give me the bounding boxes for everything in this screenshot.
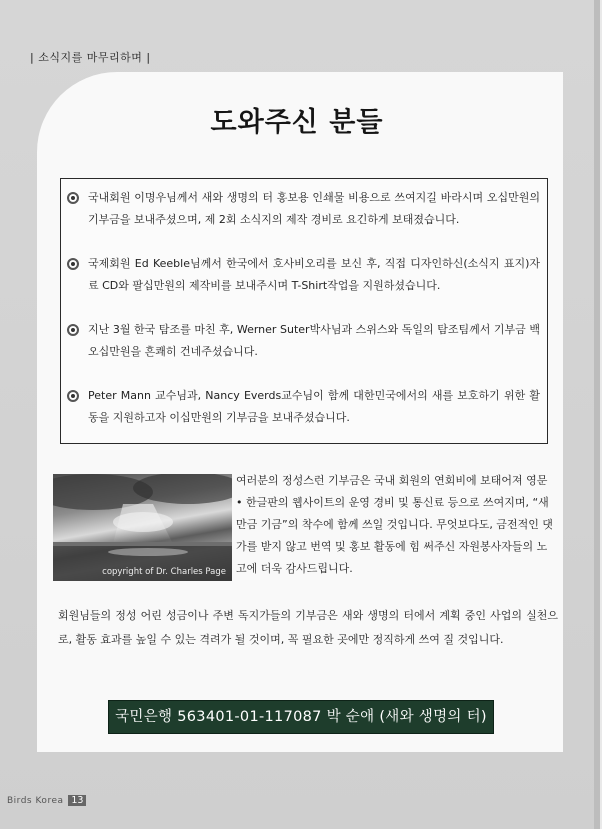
footer	[7, 795, 86, 806]
section-header: | 소식지를 마무리하며 |	[30, 51, 151, 64]
bullet-icon	[67, 258, 79, 270]
bullet-icon	[67, 390, 79, 402]
bullet-icon	[67, 324, 79, 336]
bullet-icon	[67, 192, 79, 204]
bank-account-box: 국민은행 563401-01-117087 박 순애 (새와 생명의 터)	[108, 700, 494, 734]
sky-photo	[53, 474, 232, 581]
notice-text: 국제회원 Ed Keeble님께서 한국에서 호사비오리를 보신 후, 직접 디자인하신(소식지 표지)자료 CD와 팔십만원의 제작비를 보내주시며 T-Shirt작업을 지원하셨습니다.	[88, 257, 540, 292]
cloud-light-image	[53, 474, 232, 581]
notice-text: 국내회원 이명우님께서 새와 생명의 터 홍보용 인쇄물 비용으로 쓰여지길 바라시며 오십만원의 기부금을 보내주셨으며, 제 2회 소식지의 제작 경비로 요긴하게 보태졌습니다.	[88, 191, 540, 226]
closing-text: 회원님들의 정성 어린 성금이나 주변 독지가들의 기부금은 새와 생명의 터에서 계획 중인 사업의 실천으로, 활동 효과를 높일 수 있는 격려가 될 것이며, 꼭 필요한 곳에만 정직하게 쓰여 질 것입니다.	[58, 609, 558, 646]
donor-notice-box	[60, 178, 548, 444]
notice-text: 지난 3월 한국 탐조를 마친 후, Werner Suter박사님과 스위스와 독일의 탐조팀께서 기부금 백오십만원을 흔쾌히 건네주셨습니다.	[88, 323, 540, 358]
photo-credit: copyright of Dr. Charles Page	[102, 567, 226, 577]
donation-usage-text: 여러분의 정성스런 기부금은 국내 회원의 연회비에 보태어져 영문 • 한글판의 웹사이트의 운영 경비 및 통신료 등으로 쓰여지며, “새만금 기금”의 착수에 함께 쓰일 것입니다. 무엇보다도, 금전적인 댓가를 받지 않고 번역 및 홍보 활동에 힘 써주신 자원봉사자들의 노고에 더욱 감사드립니다.	[236, 474, 553, 575]
page-title: 도와주신 분들	[210, 107, 384, 138]
page-number: 13	[68, 795, 86, 806]
footer-brand: Birds Korea	[7, 796, 64, 806]
notice-text: Peter Mann 교수님과, Nancy Everds교수님이 함께 대한민국에서의 새를 보호하기 위한 활동을 지원하고자 이십만원의 기부금을 보내주셨습니다.	[88, 389, 540, 424]
